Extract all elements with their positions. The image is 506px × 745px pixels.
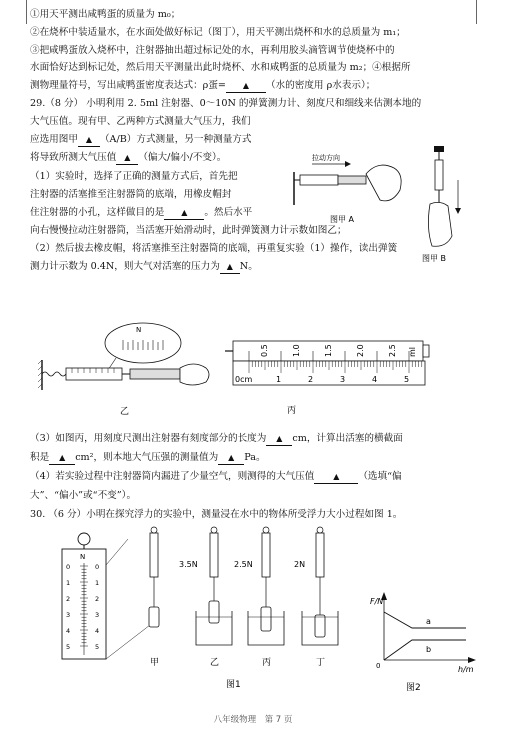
dial-3-right: 3 — [95, 611, 100, 619]
margin-rule-left — [26, 0, 27, 24]
blank-marker: ▲ — [226, 262, 233, 271]
blank-marker: ▲ — [242, 81, 250, 90]
answer-blank[interactable] — [78, 133, 100, 147]
callout-line-2 — [106, 625, 150, 659]
q29-p3a-pre: （3）如图丙，用刻度尺测出注射器有刻度部分的长度为 — [30, 433, 267, 444]
q29-p3a — [30, 432, 485, 446]
spring-unit: N — [136, 326, 142, 334]
q28-step3c-pre: 测物理量符号，写出咸鸭蛋密度表达式：ρ蛋= — [30, 80, 226, 91]
blank-marker: ▲ — [85, 135, 93, 144]
figure-yi — [38, 318, 213, 418]
hand-a — [366, 165, 401, 201]
dial-5: 5 — [66, 643, 71, 651]
answer-blank[interactable] — [49, 451, 75, 465]
dial-5-right: 5 — [95, 643, 100, 651]
syringe-a — [338, 176, 366, 184]
label-jia: 甲 — [150, 658, 160, 668]
label-ding: 丁 — [316, 658, 326, 668]
q29-p3b-pre: 积是 — [30, 452, 50, 463]
ruler-label-5: 5 — [404, 375, 410, 384]
q29-p2a: （2）然后拔去橡皮帽，将活塞推至注射器筒的底端，再重复实验（1）操作，读出弹簧 — [30, 243, 398, 254]
force-reading-bing: 2.5N — [234, 560, 253, 569]
dial-2-right: 2 — [95, 595, 100, 603]
syringe-label-0-5: 0.5 — [260, 344, 269, 357]
answer-blank[interactable] — [266, 432, 292, 446]
q29-p2b-post: N。 — [239, 261, 258, 272]
answer-blank[interactable] — [220, 260, 240, 274]
figure-bing — [225, 335, 435, 420]
pull-arrowhead — [345, 161, 351, 167]
force-reading-ding: 2N — [294, 560, 306, 569]
label-yi: 乙 — [210, 658, 220, 668]
syringe-label-1-0: 1.0 — [292, 344, 301, 357]
dial-0: 0 — [66, 563, 71, 571]
curve-a-label: a — [426, 617, 431, 626]
q29-p1c-post: 。然后水平 — [204, 207, 253, 218]
figure-1-caption: 图1 — [226, 680, 241, 690]
figure-b — [420, 140, 490, 265]
q29-l4-post: （偏大/偏小/不变）。 — [138, 152, 227, 163]
blank-marker: ▲ — [124, 153, 131, 162]
q28-step3a: ③把咸鸭蛋放入烧杯中，注射器抽出超过标记处的水，再利用胶头滴管调节使烧杯中的 — [30, 45, 395, 56]
figure-2-caption: 图2 — [406, 683, 421, 693]
q29-l3-pre: 应选用图甲 — [30, 134, 78, 145]
support — [434, 146, 444, 152]
q30-text: 30. （6 分）小明在探究浮力的实验中，测量浸在水中的物体所受浮力大小过程如图 1。 — [30, 509, 403, 520]
curve-b — [384, 640, 466, 660]
figure-bing-label: 丙 — [287, 406, 297, 416]
q29-p4a-post: （选填“偏 — [358, 471, 402, 482]
q29-p1d: 向右慢慢拉动注射器筒，当活塞开始滑动时，此时弹簧测力计示数如图乙； — [30, 225, 347, 236]
hand-yi — [180, 364, 209, 385]
origin-label: 0 — [376, 662, 381, 670]
syringe-label-2-5: 2.5 — [388, 344, 397, 357]
figure-b-label: 图甲 B — [422, 254, 447, 263]
q28-step3b: 水面恰好达到标记处，然后用天平测量出此时烧杯、水和咸鸭蛋的总质量为 m₂；④根据所 — [30, 62, 411, 73]
answer-blank[interactable] — [218, 451, 244, 465]
scale-ring — [78, 533, 90, 545]
q29-p3a-post: cm，计算出活塞的横截面 — [292, 433, 403, 444]
force-reading-yi: 3.5N — [179, 560, 198, 569]
x-axis-label: h/m — [458, 665, 474, 674]
q29-p2b — [30, 260, 485, 274]
pull-direction-label: 拉动方向 — [312, 154, 340, 162]
figure-a-label: 图甲 A — [330, 215, 355, 224]
blank-marker: ▲ — [181, 208, 188, 217]
dial-4-right: 4 — [95, 627, 100, 635]
scale-ding-small — [302, 527, 338, 645]
q29-p3b — [30, 451, 485, 465]
ruler-label-2: 2 — [308, 375, 314, 384]
syringe-label-2-0: 2.0 — [356, 344, 365, 357]
page-footer: 八年级物理 第 7 页 — [213, 715, 293, 725]
hand-b — [428, 202, 452, 246]
answer-blank[interactable] — [116, 151, 138, 165]
q29-p4a-pre: （4）若实验过程中注射器筒内漏进了少量空气，则测得的大气压值 — [30, 471, 315, 482]
curve-b-label: b — [426, 645, 432, 654]
q28-step2: ②在烧杯中装适量水，在水面处做好标记（图丁），用天平测出烧杯和水的总质量为 m₁； — [30, 27, 406, 38]
dial-1-right: 1 — [95, 579, 100, 587]
syringe-b — [435, 160, 443, 190]
q29-p1b: 注射器的活塞推至注射器筒的底端，用橡皮帽封 — [30, 189, 232, 200]
blank-marker: ▲ — [276, 434, 283, 443]
scale-yi-small — [196, 527, 232, 645]
spring-scale-a — [300, 175, 338, 185]
syringe-label-1-5: 1.5 — [324, 344, 333, 357]
dial-1: 1 — [66, 579, 71, 587]
q29-l4-pre: 将导致所测大气压值 — [30, 152, 117, 163]
dial-3: 3 — [66, 611, 71, 619]
spring-scale-yi — [66, 368, 122, 380]
figure-2 — [370, 590, 482, 695]
q29-p1a: （1）实验时，选择了正确的测量方式后，首先把 — [30, 171, 238, 182]
syringe-label-ml: ml — [408, 346, 417, 357]
blank-marker: ▲ — [59, 453, 66, 462]
q29-l4 — [30, 151, 310, 165]
q29-p3b-post: Pa。 — [244, 452, 266, 463]
figure-1 — [58, 525, 368, 695]
q28-step1: ①用天平测出咸鸭蛋的质量为 m₀； — [30, 9, 181, 20]
syringe-tip — [423, 345, 429, 357]
q29-p3b-mid: cm²，则本地大气压强的测量值为 — [75, 452, 219, 463]
curve-a — [384, 612, 466, 628]
q29-head: 29.（8 分） 小明利用 2. 5ml 注射器、0～10N 的弹簧测力计、刻度尺和细线来估测本地的 — [30, 98, 422, 109]
q29-p1c — [30, 206, 310, 220]
ruler-label-4: 4 — [372, 375, 378, 384]
ruler-label-1: 1 — [276, 375, 282, 384]
blank-marker: ▲ — [333, 472, 340, 481]
figure-a — [290, 150, 410, 225]
scale-unit-n: N — [80, 553, 86, 561]
x-axis-arrow — [468, 657, 476, 663]
q29-p1c-pre: 住注射器的小孔，这样做目的是 — [30, 207, 165, 218]
figure-yi-label: 乙 — [120, 407, 130, 417]
y-axis-label: F/N — [370, 597, 384, 606]
scale-bing-small — [248, 527, 284, 645]
dial-2: 2 — [66, 595, 71, 603]
q29-p4a — [30, 470, 485, 484]
q29-l3-post: （A/B）方式测量，另一种测量方式 — [99, 134, 252, 145]
q29-p4b: 大”、“偏小”或“不变”）。 — [30, 490, 137, 501]
answer-blank[interactable] — [164, 206, 204, 220]
spring-coil — [42, 372, 66, 376]
q28-step3c-post: （水的密度用 ρ水表示）； — [265, 80, 376, 91]
syringe-yi — [130, 369, 180, 379]
answer-blank[interactable] — [314, 470, 358, 484]
ruler-label-3: 3 — [340, 375, 346, 384]
q29-l3 — [30, 133, 310, 147]
ruler-label-0cm: 0cm — [235, 375, 253, 384]
dial-4: 4 — [66, 627, 71, 635]
callout-line-1 — [106, 539, 128, 565]
q29-l2: 大气压值。现有甲、乙两种方式测量大气压力，我们 — [30, 116, 251, 127]
down-arrowhead-b — [455, 208, 461, 214]
scale-jia-small — [149, 527, 159, 627]
label-bing: 丙 — [262, 658, 272, 668]
q28-step3c — [30, 79, 485, 93]
answer-blank[interactable] — [226, 79, 266, 93]
blank-marker: ▲ — [228, 453, 235, 462]
dial-0-right: 0 — [95, 563, 100, 571]
q29-p2b-pre: 测力计示数为 0.4N，则大气对活塞的压力为 — [30, 261, 220, 272]
